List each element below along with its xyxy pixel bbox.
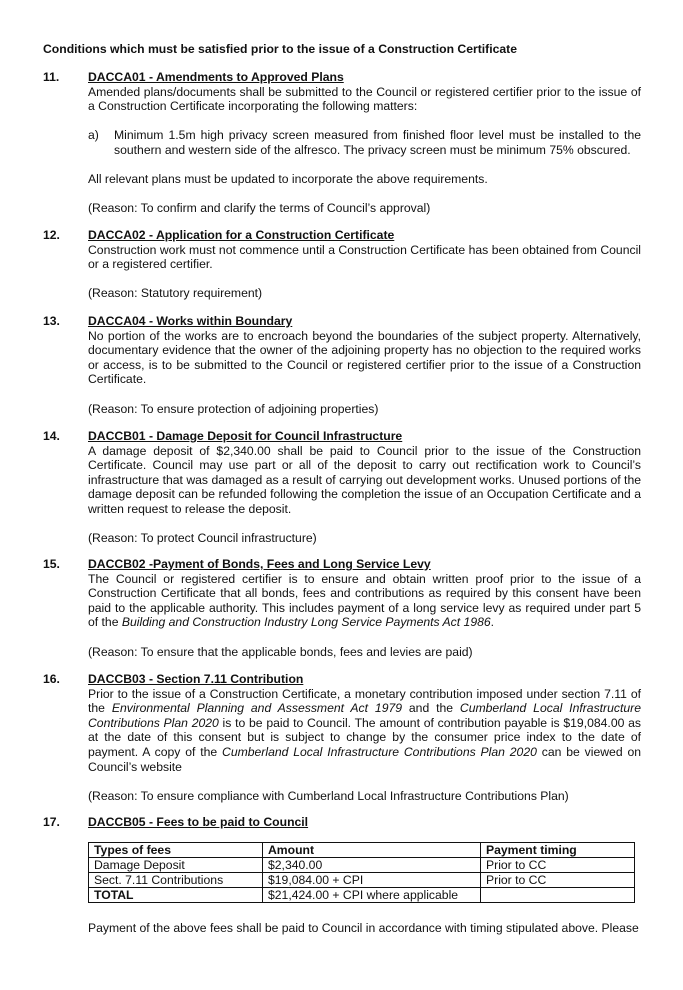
- list-item: [88, 128, 641, 157]
- plan-name: Cumberland Local Infrastructure Contributions Plan 2020: [88, 701, 641, 730]
- section-heading: Conditions which must be satisfied prior to the issue of a Construction Certificate: [43, 42, 518, 56]
- text-run: and the: [402, 701, 460, 716]
- fees-table: [88, 842, 635, 903]
- text-run: is to be paid to Council. The amount of contribution payable is $19,084.00 as at the date of this consent but is subject to change by the consumer price index to the date of payment. A copy of the: [88, 715, 641, 759]
- condition-number: 16.: [43, 672, 60, 686]
- text-run: can be viewed on Council’s website: [88, 744, 641, 774]
- table-cell: $21,424.00 + CPI where applicable: [263, 888, 481, 903]
- act-name: Building and Construction Industry Long Service Payments Act 1986: [121, 615, 491, 630]
- condition-body: [88, 687, 641, 804]
- condition-number: 15.: [43, 557, 60, 571]
- act-name: Environmental Planning and Assessment Act 1979: [111, 701, 403, 716]
- list-marker: a): [88, 128, 99, 143]
- text-run: .: [490, 615, 495, 630]
- plan-name: Cumberland Local Infrastructure Contributions Plan 2020: [222, 744, 537, 759]
- condition-title: DACCB02 -Payment of Bonds, Fees and Long Service Levy: [88, 557, 431, 571]
- table-total-row: [89, 888, 635, 903]
- payment-note: Payment of the above fees shall be paid to Council in accordance with timing stipulated above. Please: [88, 921, 639, 935]
- condition-reason: (Reason: To confirm and clarify the terms of Council’s approval): [88, 201, 431, 216]
- text-run: The Council or registered certifier is to ensure and obtain written proof prior to the issue of a Construction Certificate that all bonds, fees and contributions as required by this consent have been paid to the applicable authority. This includes payment of a long service levy as required under part 5 of the: [88, 571, 641, 630]
- condition-reason: (Reason: To ensure that the applicable bonds, fees and levies are paid): [88, 644, 473, 659]
- condition-body: [88, 572, 641, 660]
- condition-number: 12.: [43, 228, 60, 242]
- text-run: Prior to the issue of a Construction Certificate, a monetary contribution imposed under section 7.11 of the: [88, 686, 641, 716]
- list-text: Minimum 1.5m high privacy screen measured from finished floor level must be installed to the southern and western side of the alfresco. The privacy screen must be minimum 75% obscured.: [114, 128, 641, 157]
- condition-note: All relevant plans must be updated to incorporate the above requirements.: [88, 172, 488, 187]
- condition-title: DACCA01 - Amendments to Approved Plans: [88, 70, 344, 84]
- table-cell: $2,340.00: [263, 858, 481, 873]
- condition-number: 11.: [43, 70, 60, 84]
- column-header: Amount: [263, 843, 481, 858]
- condition-intro: Amended plans/documents shall be submitted to the Council or registered certifier prior to the issue of a Construction Certificate incorporating the following matters:: [88, 84, 641, 114]
- condition-title: DACCB03 - Section 7.11 Contribution: [88, 672, 304, 686]
- condition-body: [88, 329, 641, 417]
- condition-title: DACCB01 - Damage Deposit for Council Infrastructure: [88, 429, 403, 443]
- condition-text: [88, 572, 641, 630]
- table-header-row: [89, 843, 635, 858]
- table-cell: Damage Deposit: [89, 858, 263, 873]
- condition-body: [88, 243, 641, 301]
- table-cell: TOTAL: [89, 888, 263, 903]
- table-row: [89, 873, 635, 888]
- condition-title: DACCA04 - Works within Boundary: [88, 314, 293, 328]
- column-header: Types of fees: [89, 843, 263, 858]
- table-cell: Sect. 7.11 Contributions: [89, 873, 263, 888]
- condition-text: [88, 687, 641, 775]
- table-cell: Prior to CC: [481, 858, 635, 873]
- condition-reason: (Reason: To ensure compliance with Cumberland Local Infrastructure Contributions Plan): [88, 788, 569, 803]
- table-row: [89, 858, 635, 873]
- condition-number: 14.: [43, 429, 60, 443]
- condition-body: [88, 444, 641, 546]
- condition-title: DACCB05 - Fees to be paid to Council: [88, 815, 309, 829]
- condition-number: 17.: [43, 815, 60, 829]
- condition-title: DACCA02 - Application for a Construction Certificate: [88, 228, 395, 242]
- condition-reason: (Reason: To protect Council infrastructure): [88, 531, 317, 546]
- table-cell: Prior to CC: [481, 873, 635, 888]
- table-cell: $19,084.00 + CPI: [263, 873, 481, 888]
- condition-reason: (Reason: Statutory requirement): [88, 286, 263, 301]
- condition-number: 13.: [43, 314, 60, 328]
- condition-text: A damage deposit of $2,340.00 shall be paid to Council prior to the issue of the Construction Certificate. Council may use part or all of the deposit to carry out rectification work to Council’s infrastructure that was damaged as a result of carrying out development works. Unused portions of the damage deposit can be refunded following the completion the issue of an Occupation Certificate and a written request to release the deposit.: [88, 443, 641, 516]
- column-header: Payment timing: [481, 843, 635, 858]
- condition-reason: (Reason: To ensure protection of adjoining properties): [88, 401, 379, 416]
- table-cell: [481, 888, 635, 903]
- condition-text: No portion of the works are to encroach beyond the boundaries of the subject property. Alternatively, documentary evidence that the owner of the adjoining property has no objection to the required works or access, is to be submitted to the Council or registered certifier prior to the issue of a Construction Certificate.: [88, 328, 641, 387]
- condition-text: Construction work must not commence until a Construction Certificate has been obtained from Council or a registered certifier.: [88, 242, 641, 272]
- condition-body: [88, 85, 641, 216]
